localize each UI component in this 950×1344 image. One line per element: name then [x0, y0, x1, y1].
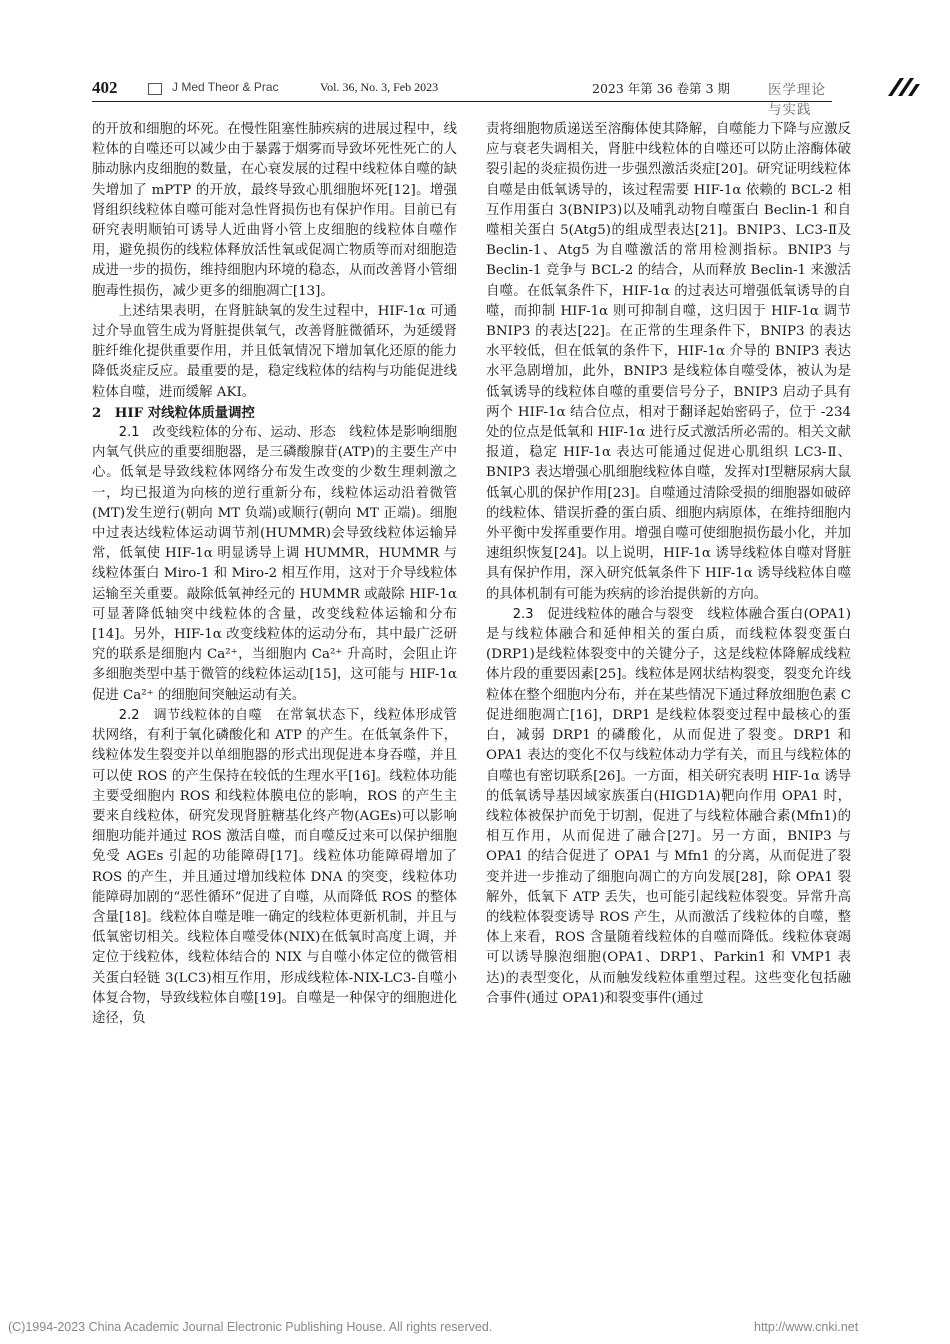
page-header [92, 76, 832, 118]
volume-info-en: Vol. 36, No. 3, Feb 2023 [320, 80, 439, 94]
subsection-paragraph [92, 423, 457, 706]
body-paragraph: 责将细胞物质递送至溶酶体使其降解，自噬能力下降与应激反应与衰老失调相关，肾脏中线粒体的自噬还可以防止溶酶体破裂引起的炎症损伤进一步强烈激活炎症[20]。研究证明线粒体自噬是由低氧诱导的，该过程需要 HIF-1α 依赖的 BCL-2 相互作用蛋白 3(BNIP3)以及哺乳动物自噬蛋白 Beclin-1 和自噬相关蛋白 5(Atg5)的组成型表达[21]。BNIP3、LC3-Ⅱ及 Beclin-1、Atg5 为自噬激活的常用检测指标。BNIP3 与 Beclin-1 竞争与 BCL-2 的结合，从而释放 Beclin-1 来激活自噬。在低氧条件下，HIF-1α 的过表达可增强低氧诱导的自噬，而抑制 HIF-1α 则可抑制自噬，这归因于 HIF-1α 调节 BNIP3 的表达[22]。在正常的生理条件下，BNIP3 的表达水平较低，但在低氧的条件下，HIF-1α 介导的 BNIP3 表达水平急剧增加，此外，BNIP3 是线粒体自噬受体，被认为是低氧诱导的线粒体自噬的重要信号分子，BNIP3 启动子具有两个 HIF-1α 结合位点，相对于翻译起始密码子，位于 -234 处的位点是低氧和 HIF-1α 进行反式激活所必需的。相关文献报道，稳定 HIF-1α 表达可能通过促进心肌组织 LC3-Ⅱ、BNIP3 表达增强心肌细胞线粒体自噬，发挥对Ⅰ型糖尿病大鼠低氧心肌的保护作用[23]。自噬通过清除受损的细胞器如破碎的线粒体、错误折叠的蛋白质、细胞内病原体，在维持细胞内外平衡中发挥重要作用。增强自噬可使细胞损伤最小化，并加速组织恢复[24]。以上说明，HIF-1α 诱导线粒体自噬对肾脏具有保护作用，深入研究低氧条件下 HIF-1α 诱导线粒体自噬的具体机制有可能为疾病的诊治提供新的方向。 [486, 122, 851, 602]
volume-info-cn: 2023 年第 36 卷第 3 期 [592, 81, 731, 96]
section-heading: 2 HIF 对线粒体质量调控 [92, 404, 255, 421]
cnki-url: http://www.cnki.net [754, 1320, 859, 1334]
subsection-heading: 2.1 改变线粒体的分布、运动、形态 [118, 425, 336, 441]
subsection-paragraph [486, 605, 851, 1009]
journal-logo-icon [886, 76, 922, 102]
left-column [92, 120, 457, 1029]
subsection-heading: 2.3 促进线粒体的融合与裂变 [512, 606, 694, 622]
page-footer [8, 1320, 948, 1334]
journal-name-cn: 医学理论与实践 [768, 82, 826, 118]
journal-name-en: J Med Theor & Prac [172, 80, 279, 94]
right-column [486, 120, 851, 1009]
page-number: 402 [92, 78, 118, 97]
copyright-text: (C)1994-2023 China Academic Journal Electronic Publishing House. All rights reserved. [8, 1320, 493, 1334]
paragraph-text: 在常氧状态下，线粒体形成管状网络，有利于氧化磷酸化和 ATP 的产生。在低氧条件下，线粒体发生裂变并以单细胞器的形式出现促进本身吞噬，并且可以使 ROS 的产生保持在较低的生理水平[16]。线粒体功能主要受细胞内 ROS 和线粒体膜电位的影响，ROS 的产生主要来自线粒体，研究发现肾脏糖基化终产物(AGEs)可以影响细胞功能并通过 ROS 激活自噬，而自噬反过来可以保护细胞免受 AGEs 引起的功能障碍[17]。线粒体功能障碍增加了 ROS 的产生，并且通过增加线粒体 DNA 的突变，线粒体功能障碍加剧的“恶性循环”促进了自噬，从而降低 ROS 的整体含量[18]。线粒体自噬是唯一确定的线粒体更新机制，并且与低氧密切相关。线粒体自噬受体(NIX)在低氧时高度上调，并定位于线粒体，线粒体结合的 NIX 与自噬小体定位的微管相关蛋白轻链 3(LC3)相互作用，形成线粒体-NIX-LC3-自噬小体复合物，导致线粒体自噬[19]。自噬是一种保守的细胞进化途径，负 [92, 707, 457, 1026]
body-paragraph: 的开放和细胞的坏死。在慢性阻塞性肺疾病的进展过程中，线粒体的自噬还可以减少由于暴露于烟雾而导致坏死性死亡的人肺动脉内皮细胞的数量，在心衰发展的过程中线粒体自噬的缺失增加了 mPTP 的开放，最终导致心肌细胞坏死[12]。增强肾组织线粒体自噬可能对急性肾损伤也有保护作用。目前已有研究表明顺铂可诱导人近曲肾小管上皮细胞的线粒体自噬作用，避免损伤的线粒体释放活性氧或促凋亡物质等而对细胞造成进一步的损伤，维持细胞内环境的稳态，从而改善肾小管细胞毒性损伤，减少更多的细胞凋亡[13]。 [92, 122, 457, 299]
header-rule [92, 101, 832, 102]
subsection-paragraph [92, 706, 457, 1029]
subsection-heading: 2.2 调节线粒体的自噬 [118, 707, 263, 723]
body-paragraph: 上述结果表明，在肾脏缺氧的发生过程中，HIF-1α 可通过介导血管生成为肾脏提供氧气，改善肾脏微循环，为延缓肾脏纤维化提供重要作用，并且低氧情况下增加氧化还原的能力降低炎症反应。最重要的是，稳定线粒体的结构与功能促进线粒体自噬，进而缓解 AKI。 [92, 303, 457, 400]
header-box-icon [148, 83, 162, 95]
paragraph-text: 线粒体融合蛋白(OPA1)是与线粒体融合和延伸相关的蛋白质，而线粒体裂变蛋白(DRP1)是线粒体裂变中的关键分子，这是线粒体降解成线粒体片段的重要因素[25]。线粒体是网状结构裂变，裂变允许线粒体在整个细胞内分布，并在某些情况下通过释放细胞色素 C 促进细胞凋亡[16]，DRP1 是线粒体裂变过程中最核心的蛋白，减弱 DRP1 的磷酸化，从而促进了裂变。DRP1 和 OPA1 表达的变化不仅与线粒体动力学有关，而且与线粒体的自噬也有密切联系[26]。一方面，相关研究表明 HIF-1α 诱导的低氧诱导基因域家族蛋白(HIGD1A)靶向作用 OPA1 时，线粒体被保护而免于切割，促进了与线粒体融合素(Mfn1)的相互作用，从而促进了融合[27]。另一方面，BNIP3 与 OPA1 的结合促进了 OPA1 与 Mfn1 的分离，从而促进了裂变并进一步推动了细胞向凋亡的方向发展[28]，除 OPA1 裂解外，低氧下 ATP 丢失，也可能引起线粒体裂变。异常升高的线粒体裂变诱导 ROS 产生，从而激活了线粒体的自噬，整体上来看，ROS 含量随着线粒体的自噬而降低。线粒体衰竭可以诱导腺泡细胞(OPA1、DRP1、Parkin1 和 VMP1 表达)的表型变化，从而触发线粒体重塑过程。这些变化包括融合事件(通过 OPA1)和裂变事件(通过 [486, 606, 851, 1006]
paragraph-text: 线粒体是影响细胞内氧气供应的重要细胞器，是三磷酸腺苷(ATP)的主要生产中心。低氧是导致线粒体网络分布发生改变的少数生理刺激之一，均已报道为向核的逆行重新分布，线粒体运动沿着微管(MT)发生逆行(朝向 MT 负端)或顺行(朝向 MT 正端)。细胞中过表达线粒体运动调节剂(HUMMR)会导致线粒体运输异常，低氧使 HIF-1α 明显诱导上调 HUMMR，HUMMR 与线粒体蛋白 Miro-1 和 Miro-2 相互作用，这对于介导线粒体运输至关重要。敲除低氧神经元的 HUMMR 或敲除 HIF-1α 可显著降低轴突中线粒体的含量，改变线粒体运输和分布[14]。另外，HIF-1α 改变线粒体的运动分布，其中最广泛研究的联系是细胞内 Ca²⁺，当细胞内 Ca²⁺ 升高时，会阻止许多细胞类型中基于微管的线粒体运动[15]，这可能与 HIF-1α 促进 Ca²⁺ 的细胞间突触运动有关。 [92, 425, 457, 703]
